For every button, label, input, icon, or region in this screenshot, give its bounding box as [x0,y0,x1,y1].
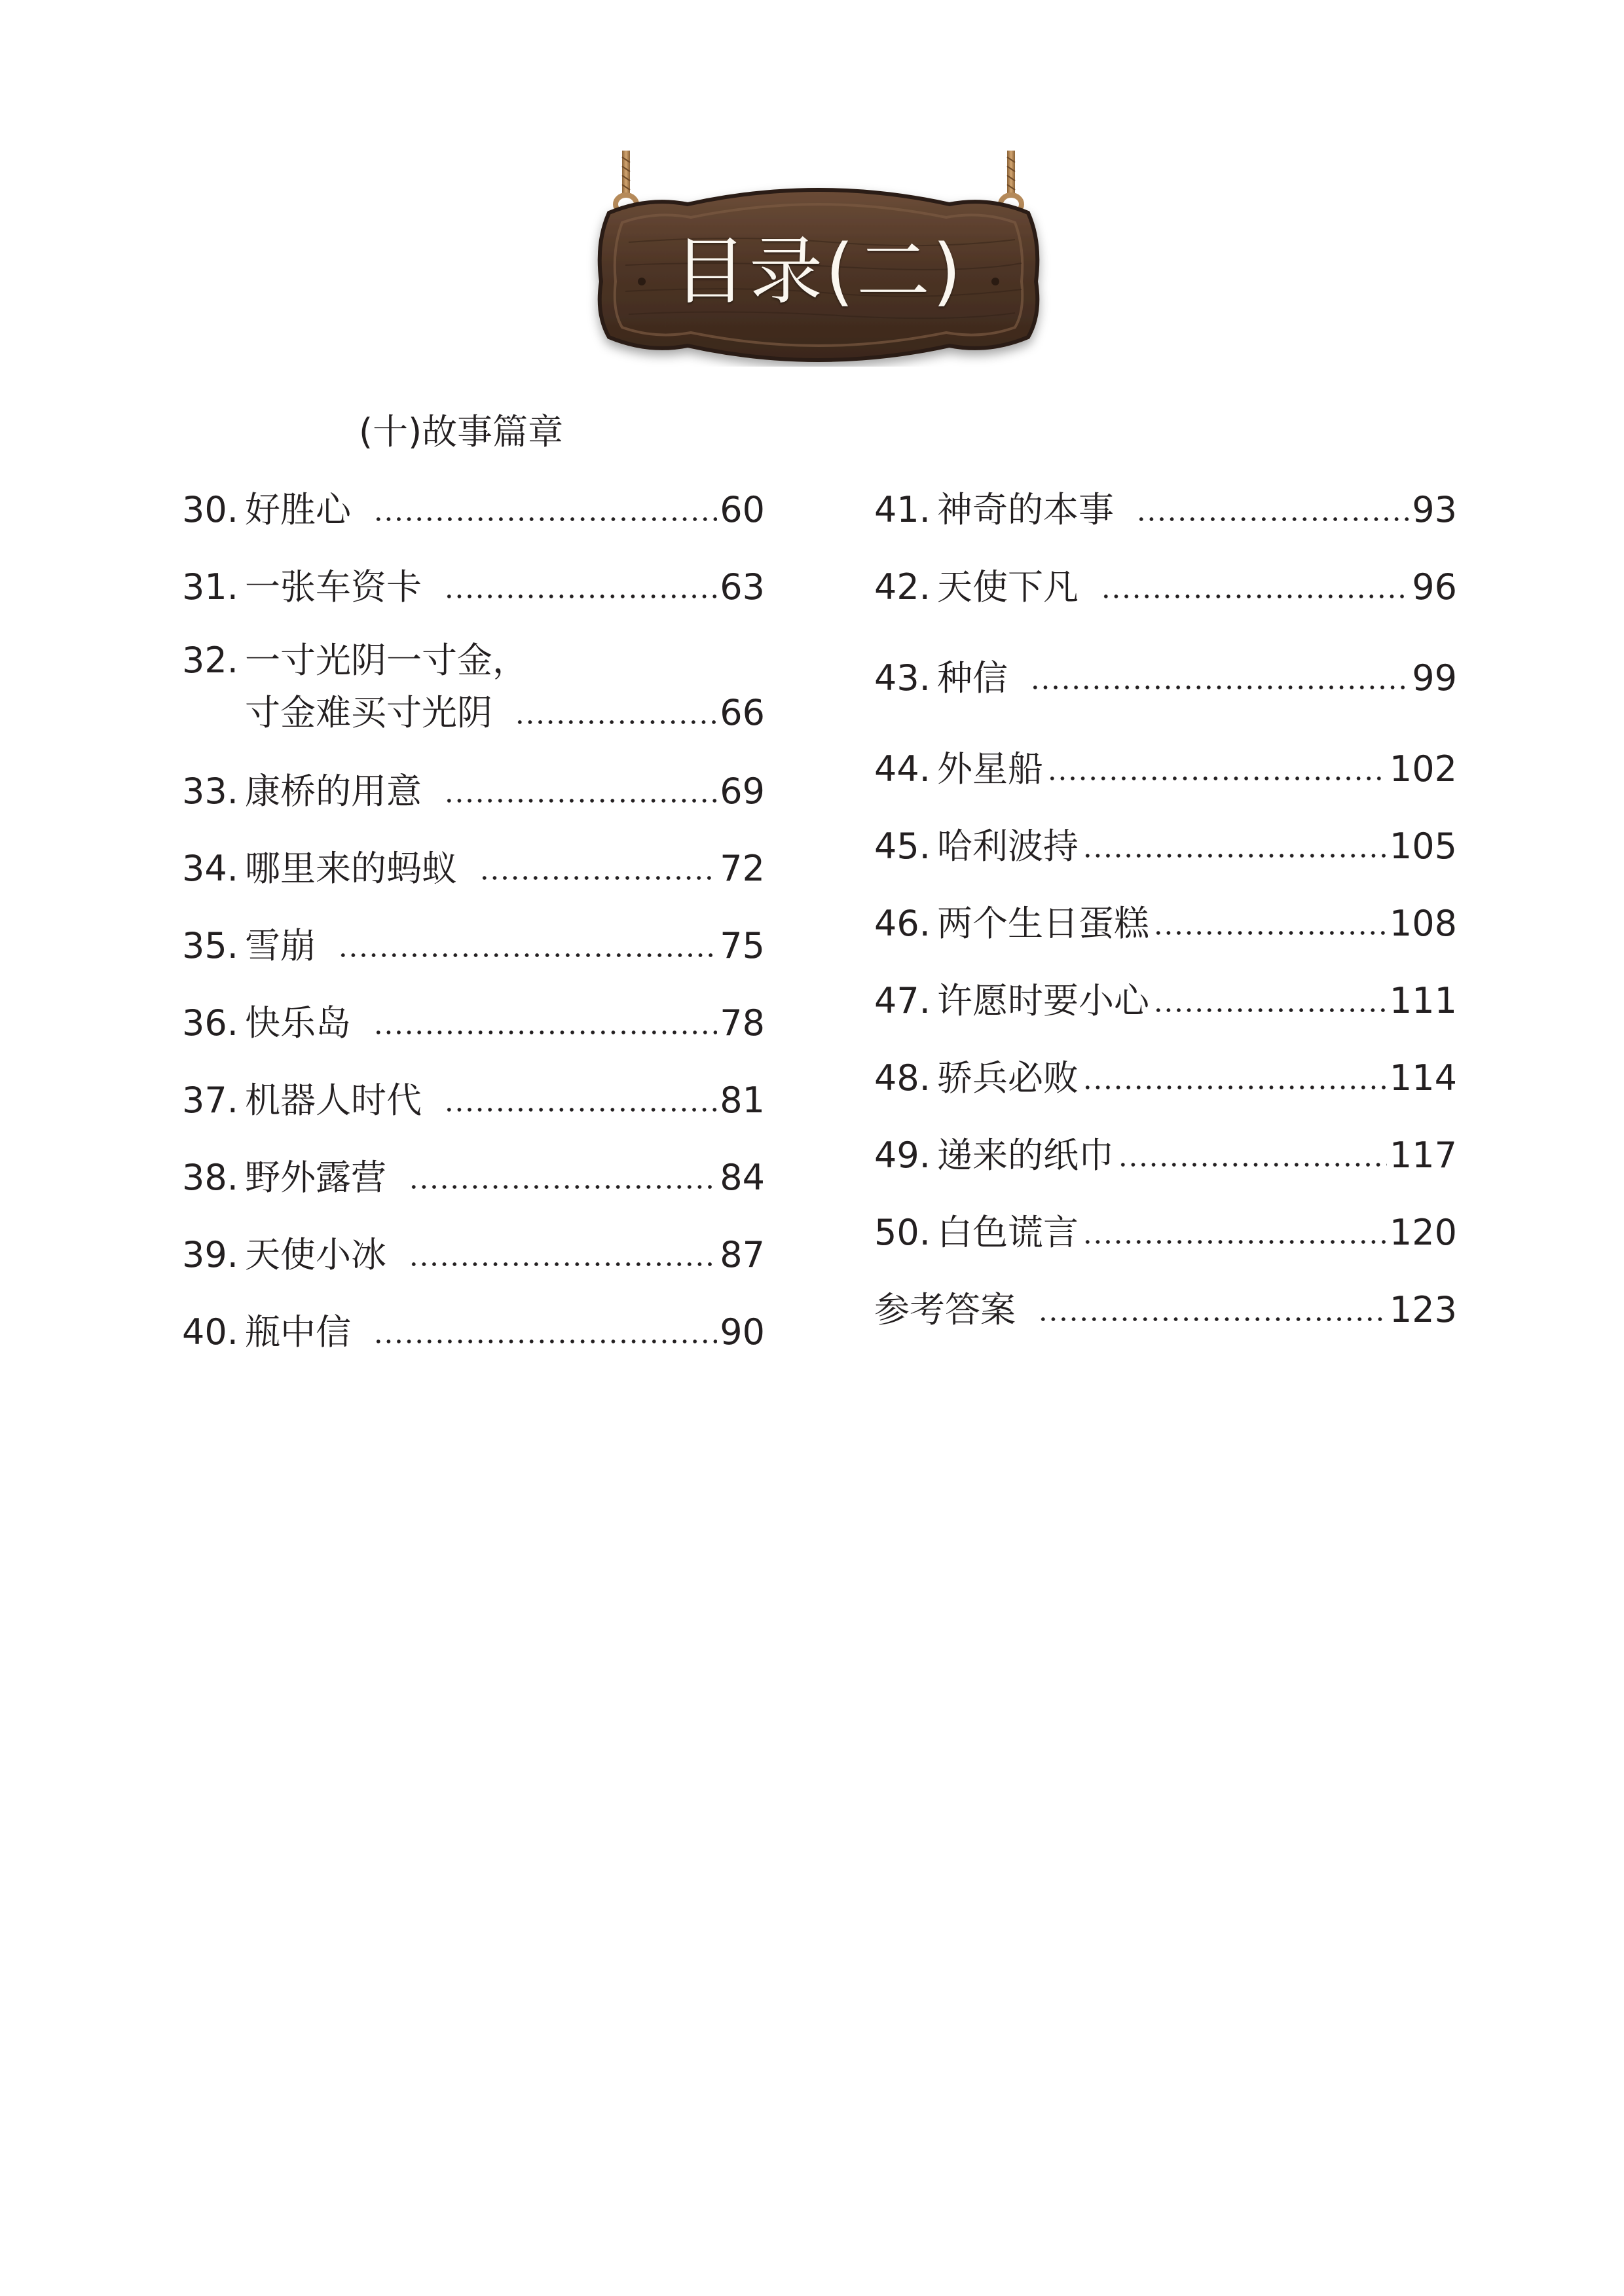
dot-leader [1153,930,1387,936]
entry-page-number: 114 [1389,1057,1457,1099]
entry-number: 45. [874,826,931,867]
entry-title: 天使下凡 [937,566,1079,608]
toc-entry[interactable] [182,1139,765,1216]
page-title: 目录(二) [673,229,964,314]
toc-entry[interactable] [182,753,765,830]
entry-page-number: 87 [720,1234,765,1275]
toc-entry[interactable] [182,1294,765,1371]
entry-title: 瓶中信 [245,1311,351,1353]
entry-title: 康桥的用意 [245,771,422,812]
entry-number: 41. [874,489,931,530]
entry-number: 40. [182,1311,238,1353]
entry-number: 48. [874,1057,931,1099]
dot-leader [1118,1162,1387,1167]
entry-title: 骄兵必败 [937,1057,1079,1099]
toc-entry[interactable] [182,1062,765,1139]
dot-leader [409,1184,717,1190]
dot-leader [1082,1085,1387,1090]
toc-entry[interactable] [182,1216,765,1294]
entry-title: 神奇的本事 [937,489,1114,530]
entry-number: 44. [874,748,931,790]
entry-number: 34. [182,848,238,889]
entry-number: 39. [182,1234,238,1275]
entry-title: 雪崩 [245,925,316,966]
toc-entry[interactable] [874,885,1457,962]
dot-leader [515,720,717,725]
entry-number: 46. [874,903,931,944]
entry-page-number: 63 [720,566,765,608]
toc-entry[interactable] [874,471,1457,549]
dot-leader [373,1030,717,1035]
entry-title: 天使小冰 [245,1234,386,1275]
title-sign [570,151,1067,367]
toc-entry[interactable] [874,1040,1457,1117]
entry-number: 43. [874,657,931,699]
entry-number: 33. [182,771,238,812]
entry-page-number: 99 [1412,657,1457,699]
toc-entry[interactable] [182,471,765,549]
dot-leader [444,798,717,803]
entry-page-number: 117 [1389,1135,1457,1176]
toc-entry[interactable] [874,626,1457,731]
entry-title: 白色谎言 [937,1212,1079,1253]
dot-leader [1047,776,1387,781]
toc-entry[interactable] [874,962,1457,1040]
entry-title: 一寸光阴一寸金， [245,640,528,681]
entry-number: 37. [182,1080,238,1121]
entry-title: 许愿时要小心 [937,980,1149,1021]
toc-entry[interactable] [182,549,765,626]
entry-page-number: 75 [720,925,765,966]
entry-number: 49. [874,1135,931,1176]
entry-page-number: 84 [720,1157,765,1198]
toc-entry[interactable] [182,985,765,1062]
toc-entry-answer-key[interactable] [874,1271,1457,1349]
toc-entry[interactable] [874,731,1457,808]
entry-title: 一张车资卡 [245,566,422,608]
entry-number: 50. [874,1212,931,1253]
entry-page-number: 123 [1389,1289,1457,1330]
toc-entry[interactable] [182,830,765,907]
dot-leader [444,594,717,599]
entry-title: 种信 [937,657,1008,699]
entry-page-number: 90 [720,1311,765,1353]
entry-page-number: 111 [1389,980,1457,1021]
dot-leader [1038,1317,1387,1322]
entry-title: 外星船 [937,748,1043,790]
toc-entry[interactable] [182,907,765,985]
dot-leader [1082,1239,1387,1245]
entry-title: 快乐岛 [245,1002,351,1044]
entry-number: 36. [182,1002,238,1044]
entry-page-number: 60 [720,489,765,530]
entry-title: 哪里来的蚂蚁 [245,848,457,889]
dot-leader [373,517,717,522]
entry-title: 野外露营 [245,1157,386,1198]
entry-page-number: 108 [1389,903,1457,944]
dot-leader [338,953,717,958]
dot-leader [1082,853,1387,858]
dot-leader [479,875,717,881]
entry-page-number: 102 [1389,748,1457,790]
entry-page-number: 96 [1412,566,1457,608]
toc-entry[interactable] [874,549,1457,626]
dot-leader [1101,594,1409,599]
entry-number: 42. [874,566,931,608]
entry-page-number: 105 [1389,826,1457,867]
entry-title: 递来的纸巾 [937,1135,1114,1176]
toc-left-column [182,471,765,1371]
toc-entry[interactable] [874,808,1457,885]
toc-entry[interactable] [874,1117,1457,1194]
entry-number: 31. [182,566,238,608]
entry-page-number: 72 [720,848,765,889]
entry-page-number: 93 [1412,489,1457,530]
entry-number: 30. [182,489,238,530]
entry-number: 47. [874,980,931,1021]
entry-page-number: 81 [720,1080,765,1121]
dot-leader [444,1107,717,1112]
entry-title: 参考答案 [874,1289,1016,1330]
entry-number: 38. [182,1157,238,1198]
entry-title: 机器人时代 [245,1080,422,1121]
toc-entry[interactable] [874,1194,1457,1271]
dot-leader [1136,517,1409,522]
section-heading: (十)故事篇章 [359,411,564,452]
entry-title: 两个生日蛋糕 [937,903,1149,944]
toc-right-column [874,471,1457,1349]
entry-page-number: 120 [1389,1212,1457,1253]
entry-title-line2: 寸金难买寸光阴 [245,692,492,733]
dot-leader [409,1262,717,1267]
entry-title: 好胜心 [245,489,351,530]
entry-number: 32. [182,640,238,681]
entry-number: 35. [182,925,238,966]
dot-leader [1030,685,1409,690]
entry-page-number: 69 [720,771,765,812]
entry-title: 哈利波持 [937,826,1079,867]
dot-leader [1153,1008,1387,1013]
entry-page-number: 78 [720,1002,765,1044]
entry-page-number: 66 [720,692,765,733]
dot-leader [373,1339,717,1344]
